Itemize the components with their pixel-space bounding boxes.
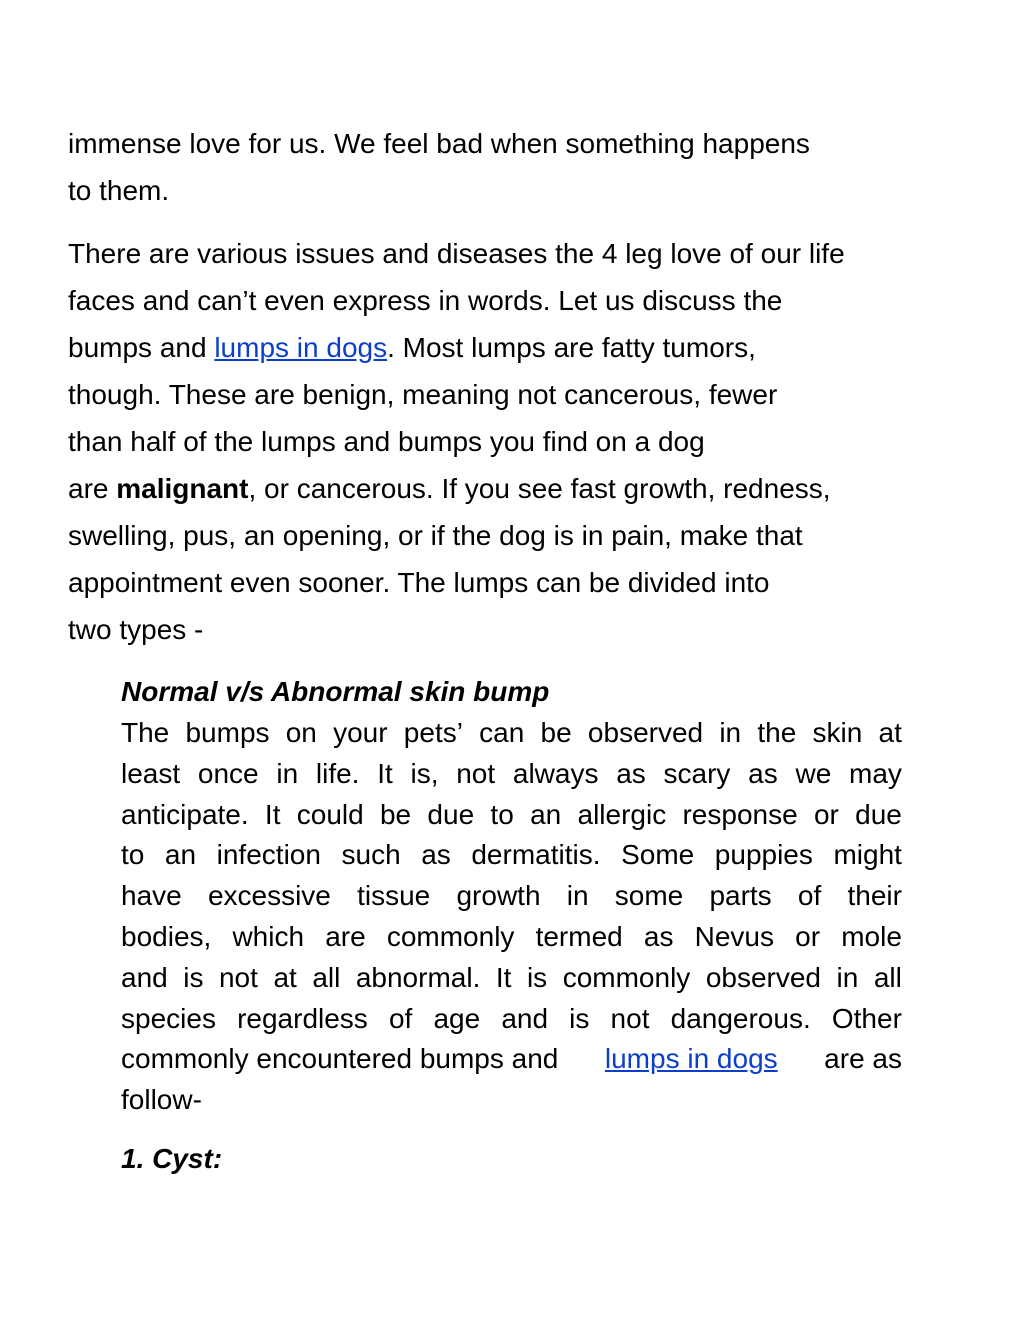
overview-line-6 — [68, 465, 918, 512]
section-line-8 — [121, 999, 902, 1040]
lumps-overview-paragraph — [68, 230, 918, 653]
section-word: which — [232, 920, 305, 952]
section-word: as — [421, 839, 451, 871]
section-word: of — [388, 1002, 413, 1034]
section-word: least — [121, 757, 181, 789]
section-word: or — [813, 798, 839, 830]
section-word: infection — [216, 839, 321, 871]
section-word: due — [855, 798, 902, 830]
section-word: excessive — [207, 880, 331, 912]
overview-line-2: faces and can’t even express in words. Let us discuss the — [68, 285, 783, 316]
overview-text: are — [68, 473, 117, 504]
section-word: pets’ — [403, 717, 463, 748]
section-word: bodies, — [121, 920, 212, 952]
section-word: all — [873, 961, 902, 993]
section-word: an — [164, 839, 197, 871]
section-word: might — [833, 839, 902, 871]
section-word: are — [325, 920, 366, 952]
section-word: puppies — [714, 839, 813, 871]
section-line-4 — [121, 835, 902, 876]
section-word: can — [479, 717, 525, 748]
section-word: once — [197, 757, 259, 789]
section-word: observed — [705, 961, 821, 993]
section-word: is — [183, 961, 204, 993]
malignant-bold-term: malignant — [116, 473, 249, 504]
section-word: in — [836, 961, 859, 993]
section-word: The — [121, 717, 170, 748]
section-word: bumps — [185, 717, 270, 748]
overview-text: bumps and — [68, 332, 215, 363]
section-word: is — [526, 961, 548, 993]
intro-line-1: immense love for us. We feel bad when something happens — [68, 128, 810, 159]
section-word: as — [616, 757, 646, 789]
section-word: growth — [456, 880, 541, 912]
overview-line-8: appointment even sooner. The lumps can be divided into — [68, 567, 770, 598]
section-text: commonly encountered bumps and — [121, 1043, 559, 1075]
section-word: and — [121, 961, 168, 993]
section-word: Nevus — [694, 920, 774, 952]
section-word: life. — [315, 757, 360, 789]
intro-paragraph — [68, 120, 918, 214]
section-word: as — [748, 757, 778, 789]
section-word: observed — [587, 717, 704, 748]
section-word: be — [540, 717, 572, 748]
section-word: due — [427, 798, 475, 830]
section-line-7 — [121, 958, 902, 999]
section-word: not — [456, 757, 496, 789]
section-word: is — [569, 1002, 590, 1034]
section-word: tissue — [357, 880, 431, 912]
overview-text: , or cancerous. If you see fast growth, redness, — [248, 473, 831, 504]
section-word: some — [614, 880, 684, 912]
section-word: on — [285, 717, 317, 748]
section-word: abnormal. — [355, 961, 481, 993]
section-body-paragraph — [121, 713, 902, 1121]
section-word: in — [719, 717, 742, 748]
overview-line-5: than half of the lumps and bumps you find on a dog — [68, 426, 705, 457]
lumps-in-dogs-link[interactable]: lumps in dogs — [214, 332, 388, 363]
overview-line-1: There are various issues and diseases the 4 leg love of our life — [68, 238, 845, 269]
section-word: not — [610, 1002, 650, 1034]
section-word: It — [377, 757, 393, 789]
section-word: to — [121, 839, 145, 871]
section-word: their — [847, 880, 902, 912]
section-word: commonly — [386, 920, 515, 952]
section-word: It — [495, 961, 512, 993]
section-word: have — [121, 880, 182, 912]
section-word: species — [121, 1002, 216, 1034]
section-word: Other — [831, 1002, 902, 1034]
section-text: are as — [824, 1043, 902, 1075]
section-word: in — [276, 757, 299, 789]
section-word: regardless — [237, 1002, 368, 1034]
section-word: in — [566, 880, 589, 912]
section-word: parts — [709, 880, 772, 912]
section-word: It — [264, 798, 281, 830]
section-word: dangerous. — [670, 1002, 811, 1034]
overview-text: . Most lumps are fatty tumors, — [387, 332, 756, 363]
section-word: at — [273, 961, 297, 993]
section-heading-normal-vs-abnormal: Normal v/s Abnormal skin bump — [121, 676, 550, 707]
section-word: anticipate. — [121, 798, 249, 830]
section-word: all — [312, 961, 341, 993]
section-word: skin — [812, 717, 863, 748]
section-word: mole — [841, 920, 902, 952]
section-line-6 — [121, 917, 902, 958]
section-line-9 — [121, 1039, 902, 1080]
section-word: is, — [410, 757, 439, 789]
section-word: response — [682, 798, 798, 830]
section-line-1 — [121, 713, 902, 754]
overview-line-4: though. These are benign, meaning not cancerous, fewer — [68, 379, 778, 410]
section-word: to — [490, 798, 514, 830]
section-word: commonly — [562, 961, 691, 993]
justified-lines — [121, 713, 902, 1039]
section-word: such — [341, 839, 401, 871]
section-word: allergic — [577, 798, 667, 830]
overview-line-3 — [68, 324, 918, 371]
list-heading-cyst: 1. Cyst: — [121, 1143, 223, 1174]
overview-line-9: two types - — [68, 614, 204, 645]
section-word: may — [849, 757, 902, 789]
section-word: at — [878, 717, 902, 748]
overview-line-7: swelling, pus, an opening, or if the dog is in pain, make that — [68, 520, 803, 551]
section-word: be — [379, 798, 412, 830]
section-line-2 — [121, 754, 902, 795]
section-word: the — [757, 717, 797, 748]
section-word: we — [795, 757, 832, 789]
section-word: Some — [621, 839, 695, 871]
section-word: could — [296, 798, 364, 830]
section-word: age — [433, 1002, 481, 1034]
section-line-10 — [121, 1080, 902, 1121]
section-text: follow- — [121, 1084, 202, 1116]
section-word: and — [501, 1002, 549, 1034]
section-word: your — [333, 717, 388, 748]
lumps-in-dogs-link-2[interactable]: lumps in dogs — [604, 1043, 778, 1075]
intro-line-2: to them. — [68, 175, 170, 206]
section-line-3 — [121, 795, 902, 836]
section-word: termed — [535, 920, 623, 952]
section-word: dermatitis. — [471, 839, 601, 871]
section-word: as — [643, 920, 674, 952]
section-word: of — [797, 880, 822, 912]
section-word: not — [218, 961, 258, 993]
section-word: always — [512, 757, 599, 789]
section-word: an — [530, 798, 562, 830]
section-word: scary — [663, 757, 731, 789]
section-word: or — [795, 920, 821, 952]
section-line-5 — [121, 876, 902, 917]
